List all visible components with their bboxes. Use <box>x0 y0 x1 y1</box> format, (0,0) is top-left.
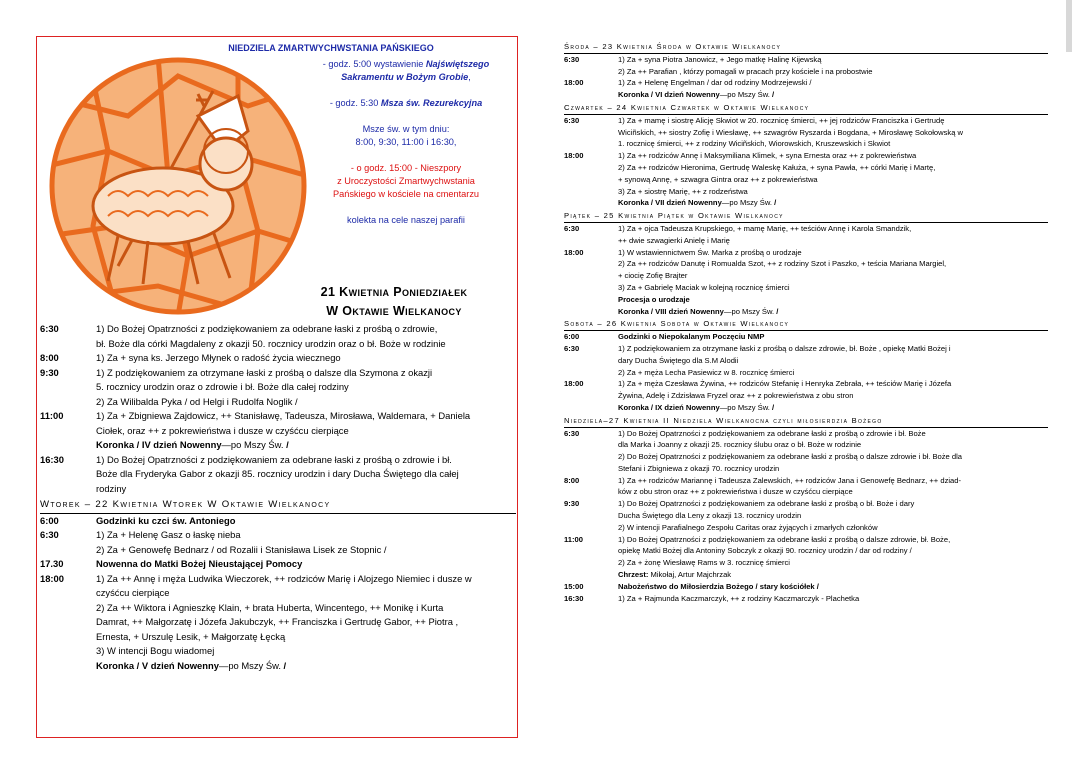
koronka-slash: / <box>769 90 775 100</box>
koronka-line <box>618 89 1048 101</box>
intention-line: 2) Za ++ rodziców Danutę i Romualda Szot, ++ z rodziny Szot i Paszko, + teścia Mariana Margiel, <box>618 259 947 269</box>
koronka-slash: / <box>280 659 287 671</box>
koronka-label: Koronka / V dzień Nowenny <box>96 659 219 671</box>
intention-line: 1) Do Bożej Opatrzności z podziękowaniem za odebrane łaski z prośbą o bł. Boże i dary <box>618 499 915 509</box>
easter-heading: NIEDZIELA ZMARTWYCHWSTANIA PAŃSKIEGO <box>228 43 434 53</box>
mass-row <box>40 322 516 351</box>
mass-row <box>40 514 516 529</box>
mass-intentions <box>96 409 516 453</box>
mass-time: 6:30 <box>40 323 59 334</box>
mass-row <box>564 498 1048 533</box>
intention-line: 1) W wstawiennictwem Św. Marka z prośbą o urodzaje <box>618 247 802 257</box>
intention-line: + synową Annę, + szwagra Gintra oraz ++ z pokrewieństwa <box>618 174 818 184</box>
koronka-label: Koronka / IV dzień Nowenny <box>96 439 222 450</box>
koronka-label: Koronka / IX dzień Nowenny <box>618 402 720 412</box>
intention-line: 1) Za + Helenę Engelman / dar od rodziny Modrzejewski / <box>618 78 812 88</box>
mass-time: 18:00 <box>564 247 584 257</box>
mass-row <box>40 366 516 410</box>
monday-heading-line-1: 21 Kwietnia Poniedziałek <box>320 285 468 299</box>
mass-time: 17.30 <box>40 558 64 569</box>
mass-title: Nowenna do Matki Bożej Nieustającej Pomocy <box>96 558 303 569</box>
mass-intentions <box>618 247 1048 318</box>
mass-row <box>564 331 1048 343</box>
procession-label: Procesja o urodzaje <box>618 294 690 304</box>
mass-intentions <box>618 77 1048 101</box>
mass-time: 9:30 <box>564 499 580 509</box>
friday-schedule <box>564 223 1048 317</box>
mass-intentions <box>96 514 516 529</box>
mass-row <box>40 557 516 572</box>
intention-line: 1) Za + Helenę Gasz o łaskę nieba <box>96 529 241 540</box>
mass-intentions <box>96 366 516 410</box>
intention-line: 1) Za + Zbigniewa Zajdowicz, ++ Stanisławę, Tadeusza, Mirosława, Waldemara, + Daniela <box>96 410 471 421</box>
mass-intentions <box>618 115 1048 150</box>
intention-line: bł. Boże dla córki Magdaleny z okazji 50. rocznicy urodzin oraz o bł. Boże w rodzinie <box>96 337 446 349</box>
mass-intentions <box>618 331 1048 343</box>
intention-line: 1) Z podziękowaniem za otrzymane łaski z prośbą o dalsze zdrowie, bł. Boże , opiekę Matki Bożej i <box>618 343 951 353</box>
intention-line: rodziny <box>96 482 127 494</box>
intention-line: 1) Za + ojca Tadeusza Krupskiego, + mamę Marię, ++ teściów Annę i Karola Smandzik, <box>618 223 912 233</box>
intention-line: 2) Za + Genowefę Bednarz / od Rozalii i Stanisława Lisek ze Stopnic / <box>96 543 387 555</box>
koronka-line <box>618 402 1048 414</box>
tuesday-heading: Wtorek – 22 Kwietnia Wtorek W Oktawie Wielkanocy <box>40 498 516 514</box>
mass-time: 18:00 <box>564 78 584 88</box>
easter-collection: kolekta na cele naszej parafii <box>347 215 465 225</box>
mass-time: 6:30 <box>564 343 580 353</box>
sunday-heading: Niedziela–27 Kwietnia II Niedziela Wielkanocna czyli miłosierdzia Bożego <box>564 415 1048 428</box>
mass-intentions <box>96 557 516 572</box>
right-schedule <box>564 40 1048 604</box>
mass-time: 9:30 <box>40 366 59 378</box>
thursday-schedule <box>564 115 1048 209</box>
mass-row <box>564 343 1048 378</box>
mass-time: 6:00 <box>40 514 59 526</box>
easter-line-8: Pańskiego w kościele na cmentarzu <box>332 189 480 199</box>
wednesday-schedule <box>564 54 1048 101</box>
mass-row <box>564 593 1048 605</box>
mass-time: 16:30 <box>40 453 64 465</box>
easter-lamb-stained-glass-icon <box>48 56 308 316</box>
mass-time: 16:30 <box>564 593 584 603</box>
monday-heading <box>270 283 518 321</box>
intention-line: 2) Do Bożej Opatrzności z podziękowaniem za odebrane łaski z prośbą o dalsze zdrowie i bł. Boże dla <box>618 452 963 462</box>
mass-row <box>564 54 1048 78</box>
koronka-label: Koronka / VII dzień Nowenny <box>618 198 722 208</box>
intention-line: 1) Z podziękowaniem za otrzymane łaski z prośbą o dalsze dla Szymona z okazji <box>96 366 433 378</box>
scrollbar[interactable] <box>1066 0 1072 52</box>
intention-line: 1) Za + Rajmunda Kaczmarczyk, ++ z rodziny Kaczmarczyk - Plachetka <box>618 593 860 603</box>
thursday-heading: Czwartek – 24 Kwietnia Czwartek w Oktawie Wielkanocy <box>564 102 1048 115</box>
intention-line: 2) Za Wilibalda Pyka / od Helgi i Rudolfa Noglik / <box>96 395 298 407</box>
intention-line: 2) Za ++ Parafian , którzy pomagali w pracach przy kościele i na probostwie <box>618 66 873 76</box>
intention-line: 1) Do Bożej Opatrzności z podziękowaniem za odebrane łaski z prośbą o zdrowie, <box>96 323 438 334</box>
saturday-schedule <box>564 331 1048 414</box>
mass-row <box>40 351 516 366</box>
intention-line: Wiciñskich, ++ siostry Zofię i Wiesławę, ++ szwagrów Ryszarda i Bogdana, + Mirosławę Sokołowską w <box>618 127 964 137</box>
easter-line-3-em: Msza św. Rezurekcyjna <box>380 98 483 108</box>
koronka-slash: / <box>772 198 777 208</box>
intention-line: 2) Za + męża Lecha Pasiewicz w 8. rocznicę śmierci <box>618 367 795 377</box>
easter-line-5: 8:00, 9:30, 11:00 i 16:30, <box>355 137 457 147</box>
mass-time: 6:30 <box>564 115 580 125</box>
baptism-names: Mikołaj, Artur Majchrzak <box>648 570 732 580</box>
mass-row <box>564 115 1048 150</box>
mass-intentions <box>618 428 1048 475</box>
easter-line-3: - godz. 5:30 <box>329 98 379 108</box>
intention-line: 1. rocznicę śmierci, ++ z rodziny Wiciñskich, Wiorowskich, Kruszewskich i Skwiot <box>618 139 891 149</box>
mass-row <box>564 581 1048 593</box>
left-schedule <box>40 322 516 673</box>
koronka-line <box>618 306 1048 318</box>
mass-intentions <box>618 534 1048 581</box>
intention-line: Ciołek, oraz ++ z pokrewieństwa i dusze w czyśćcu cierpiące <box>96 424 349 436</box>
mass-row <box>564 534 1048 581</box>
intention-line: 3) Za + Gabrielę Maciak w kolejną rocznicę śmierci <box>618 282 790 292</box>
mass-intentions <box>96 351 516 366</box>
mass-intentions <box>96 572 516 674</box>
mass-intentions <box>618 54 1048 78</box>
mass-time: 11:00 <box>40 410 64 421</box>
mass-time: 18:00 <box>564 151 584 161</box>
koronka-after: —po Mszy Św. <box>719 90 770 100</box>
mass-intentions <box>96 453 516 497</box>
koronka-after: —po Mszy Św. <box>723 306 775 316</box>
mass-time: 8:00 <box>40 352 59 363</box>
easter-line-7: z Uroczystości Zmartwychwstania <box>337 176 475 186</box>
friday-heading: Piątek – 25 Kwietnia Piątek w Oktawie Wielkanocy <box>564 210 1048 223</box>
koronka-label: Koronka / VIII dzień Nowenny <box>618 306 724 316</box>
mass-intentions <box>618 581 1048 593</box>
mass-time: 18:00 <box>564 379 584 389</box>
mass-intentions <box>618 498 1048 533</box>
sunday-schedule <box>564 428 1048 605</box>
intention-line: 1) Za ++ Annę i męża Ludwika Wieczorek, ++ rodziców Marię i Alojzego Niemiec i dusze w <box>96 572 472 584</box>
mass-intentions <box>96 528 516 557</box>
saturday-heading: Sobota – 26 Kwietnia Sobota w Oktawie Wielkanocy <box>564 318 1048 331</box>
intention-line: Ducha Świętego dla Leny z okazji 13. rocznicy urodzin <box>618 511 802 521</box>
koronka-after: —po Mszy Św. <box>721 198 773 208</box>
baptism-label: Chrzest: <box>618 570 649 580</box>
mass-row <box>40 453 516 497</box>
wednesday-heading: Środa – 23 Kwietnia Środa w Oktawie Wielkanocy <box>564 41 1048 54</box>
mass-row <box>564 475 1048 499</box>
mass-row <box>564 378 1048 413</box>
easter-line-1-em: Najświętszego <box>425 59 490 69</box>
intention-line: Stefani i Zbigniewa z okazji 70. rocznicy urodzin <box>618 463 780 473</box>
mass-time: 11:00 <box>564 534 584 544</box>
easter-line-6: - o godz. 15:00 - Nieszpory <box>350 163 462 173</box>
koronka-after: —po Mszy Św. <box>218 659 281 671</box>
intention-line: opiekę Matki Bożej dla Antoniny Sobczyk z okazji 90. rocznicy urodzin / dar od rodziny / <box>618 546 912 556</box>
intention-line: 1) Za ++ rodziców Annę i Maksymiliana Klimek, + syna Ernesta oraz ++ z pokrewieństwa <box>618 151 917 161</box>
intention-line: dary Ducha Świętego dla S.M Alodii <box>618 355 739 365</box>
mass-time: 15:00 <box>564 581 584 591</box>
mass-intentions <box>618 378 1048 413</box>
mass-row <box>564 77 1048 101</box>
mass-row <box>40 409 516 453</box>
koronka-slash: / <box>769 402 775 412</box>
intention-line: 1) Za + syna Piotra Janowicz, + Jego matkę Halinę Kijewską <box>618 54 822 64</box>
mass-row <box>40 528 516 557</box>
intention-line: 1) Do Bożej Opatrzności z podziękowaniem za odebrane łaski z prośbą o zdrowie i bł. Boże <box>618 428 926 438</box>
intention-line: 2) Za + żonę Wiesławę Rams w 3. rocznicę śmierci <box>618 558 790 568</box>
mass-title: Nabożeństwo do Miłosierdzia Bożego / stary kościółek / <box>618 581 819 591</box>
baptism-line <box>618 569 1048 581</box>
mass-title: Godzinki o Niepokalanym Poczęciu NMP <box>618 332 765 342</box>
intention-line: 1) Do Bożej Opatrzności z podziękowaniem za odebrane łaski z prośbą o zdrowie i bł. <box>96 453 452 465</box>
mass-title: Godzinki ku czci św. Antoniego <box>96 514 236 526</box>
easter-line-4: Msze św. w tym dniu: <box>362 124 450 134</box>
easter-line-2-em: Sakramentu w Bożym Grobie <box>341 72 469 82</box>
mass-row <box>564 223 1048 247</box>
mass-time: 6:30 <box>40 529 59 540</box>
easter-sunday-notice <box>228 42 512 227</box>
mass-row <box>40 572 516 674</box>
mass-time: 6:30 <box>564 223 580 233</box>
intention-line: 5. rocznicy urodzin oraz o zdrowie i bł. Boże dla całej rodziny <box>96 381 349 392</box>
intention-line: dla Marka i Joanny z okazji 25. rocznicy ślubu oraz o bł. Boże w rodzinie <box>618 440 862 450</box>
intention-line: czyśćcu cierpiące <box>96 587 170 598</box>
intention-line: 1) Za + syna ks. Jerzego Młynek o radość życia wiecznego <box>96 352 341 363</box>
procession-line <box>618 294 1048 306</box>
easter-line-2-tail: , <box>468 72 471 82</box>
mass-intentions <box>618 475 1048 499</box>
mass-time: 8:00 <box>564 475 580 485</box>
easter-line-1: - godz. 5:00 wystawienie <box>322 59 424 69</box>
koronka-slash: / <box>283 439 289 450</box>
mass-time: 6:30 <box>564 428 580 438</box>
intention-line: ++ dwie szwagierki Anielę i Marię <box>618 235 730 245</box>
koronka-line <box>96 659 516 674</box>
intention-line: Boże dla Fryderyka Gabor z okazji 85. rocznicy urodzin i dary Ducha Świętego dla całej <box>96 468 459 479</box>
koronka-line <box>96 438 516 453</box>
koronka-after: —po Mszy Św. <box>221 439 284 450</box>
intention-line: 3) Za + siostrę Marię, ++ z rodzeństwa <box>618 186 748 196</box>
intention-line: 2) W intencji Parafialnego Zespołu Caritas oraz żyjących i zmarłych członków <box>618 522 878 532</box>
mass-intentions <box>618 223 1048 247</box>
mass-time: 6:30 <box>564 54 580 64</box>
intention-line: + ciocię Zofię Brajter <box>618 271 688 281</box>
mass-intentions <box>618 343 1048 378</box>
intention-line: Żywina, Adelę i Zdzisława Fryzel oraz ++ z pokrewieństwa z obu stron <box>618 391 854 401</box>
koronka-label: Koronka / VI dzień Nowenny <box>618 90 720 100</box>
monday-heading-line-2: W Oktawie Wielkanocy <box>326 304 462 318</box>
intention-line: 1) Za ++ rodziców Mariannę i Tadeusza Zalewskich, ++ rodziców Jana i Genowefę Bednarz, ++ dziad- <box>618 475 962 485</box>
intention-line: Damrat, ++ Małgorzatę i Józefa Jakubczyk, ++ Franciszka i Gertrudę Gabor, ++ Piotra , <box>96 616 459 627</box>
tuesday-schedule <box>40 514 516 674</box>
mass-intentions <box>96 322 516 351</box>
koronka-slash: / <box>774 306 779 316</box>
mass-row <box>564 247 1048 318</box>
monday-schedule <box>40 322 516 496</box>
mass-intentions <box>618 593 1048 605</box>
intention-line: 2) Za ++ rodziców Hieronima, Gertrudę Waleskę Kałuża, + syna Pawła, ++ córki Marię i Martę, <box>618 162 936 172</box>
mass-intentions <box>618 150 1048 209</box>
intention-line: 1) Za + mamę i siostrę Alicję Skwiot w 20. rocznicę śmierci, ++ jej rodziców Franciszka i Gertrudę <box>618 115 945 125</box>
koronka-line <box>618 197 1048 209</box>
mass-row <box>564 428 1048 475</box>
intention-line: Ernesta, + Urszulę Lesik, + Małgorzatę Łęcką <box>96 630 286 642</box>
koronka-after: —po Mszy Św. <box>719 402 770 412</box>
intention-line: 2) Za ++ Wiktora i Agnieszkę Klain, + brata Huberta, Wincentego, ++ Monikę i Kurta <box>96 601 444 613</box>
mass-row <box>564 150 1048 209</box>
intention-line: ków z obu stron oraz ++ z pokrewieństwa i dusze w czyśćcu cierpiące <box>618 487 853 497</box>
intention-line: 1) Za + męża Czesława Żywina, ++ rodziców Stefanię i Henryka Zebrała, ++ teściów Marię i Józefa <box>618 379 952 389</box>
intention-line: 3) W intencji Bogu wiadomej <box>96 645 215 656</box>
mass-time: 18:00 <box>40 572 64 584</box>
intention-line: 1) Do Bożej Opatrzności z podziękowaniem za odebrane łaski z prośbą o dalsze zdrowie, bł. Boże, <box>618 534 951 544</box>
mass-time: 6:00 <box>564 332 580 342</box>
